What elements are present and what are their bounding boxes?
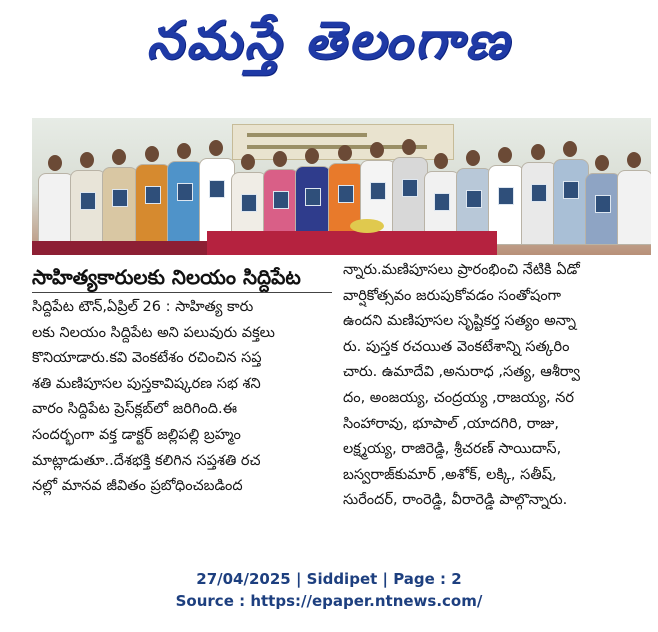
article-line: రు. పుస్తక రచయిత వెంకటేశాన్ని సత్కరిం [343, 338, 570, 355]
article-line: చారు. ఉమాదేవి ,అనురాధ ,సత్య, ఆశీర్వా [343, 364, 581, 381]
photo-person-head [241, 154, 255, 170]
photo-person-head [531, 144, 545, 160]
article-line: లక్ష్మయ్య, రాజిరెడ్డి, శ్రీచరణ్ సాయిదాస్, [343, 441, 562, 458]
photo-book [241, 194, 257, 212]
photo-book [177, 183, 193, 201]
dateline-text: 27/04/2025 | Siddipet | Page : 2 [196, 570, 462, 588]
newspaper-masthead: నమస్తే తెలంగాణ [146, 10, 512, 71]
photo-book [595, 195, 611, 213]
photo-book [498, 187, 514, 205]
article-line: సిద్దిపేట టౌన్,ఏప్రిల్ 26 : సాహిత్య కారు [32, 299, 254, 315]
photo-person-body [167, 161, 203, 245]
photo-person-head [402, 139, 416, 155]
photo-person [102, 149, 136, 245]
photo-flower-bouquet [350, 219, 384, 233]
photo-table-cloth [207, 231, 497, 255]
photo-book [112, 189, 128, 207]
photo-book [466, 190, 482, 208]
photo-person-head [434, 153, 448, 169]
photo-person-body [135, 164, 171, 245]
photo-book [145, 186, 161, 204]
source-credit [0, 568, 658, 612]
photo-person [70, 152, 104, 245]
photo-person-head [80, 152, 94, 168]
photo-book [305, 188, 321, 206]
photo-person-head [370, 142, 384, 158]
photo-book [531, 184, 547, 202]
article-line: ఉందని మణిపూసల సృష్టికర్త సత్యం అన్నా [343, 313, 577, 330]
photo-person-head [595, 155, 609, 171]
article-line: మాట్లాడుతూ..దేశభక్తి కలిగిన సప్తశతి రచ [32, 452, 261, 469]
photo-person-body [521, 162, 557, 245]
photo-person-body [553, 159, 589, 245]
article-line: వారం సిద్దిపేట ప్రెస్‌క్లబ్‌లో జరిగింది.ఈ [32, 401, 238, 418]
photo-book [563, 181, 579, 199]
photo-person-head [209, 140, 223, 156]
photo-person-head [145, 146, 159, 162]
source-link-text[interactable]: Source : https://epaper.ntnews.com/ [175, 592, 483, 610]
article-line: న్నారు.మణిపూసలు ప్రారంభించి నేటికి ఏడో [343, 262, 580, 278]
article-line: బస్వరాజ్‌కుమార్ ,అశోక్, లక్కి, సతీష్, [343, 466, 557, 483]
photo-person [38, 155, 72, 245]
photo-person [553, 141, 587, 245]
article-line: సురేందర్, రాంరెడ్డి, వీరారెడ్డి పాల్గొన్నారు. [343, 492, 568, 509]
photo-person-head [305, 148, 319, 164]
photo-person-head [338, 145, 352, 161]
photo-person-head [112, 149, 126, 165]
photo-book [370, 182, 386, 200]
article-column-left [32, 295, 332, 500]
article-line: సింహారావు, భూపాల్ ,యాదగిరి, రాజు, [343, 415, 559, 432]
photo-person-body [38, 173, 74, 245]
photo-book [434, 193, 450, 211]
photo-book [209, 180, 225, 198]
photo-person [167, 143, 201, 245]
article-line: శతి మణిపూసల పుస్తకావిష్కరణ సభ శని [32, 375, 261, 392]
photo-book [80, 192, 96, 210]
article-line: సందర్భంగా వక్త డాక్టర్ జల్లిపల్లి బ్రహ్మం [32, 426, 241, 443]
article-headline: సాహిత్యకారులకు నిలయం సిద్దిపేట [32, 262, 332, 293]
photo-person-head [627, 152, 641, 168]
article-line: నల్లో మానవ జీవితం ప్రబోధించబడింద [32, 478, 243, 495]
photo-person [135, 146, 169, 245]
article-line: కొనియాడారు.కవి వెంకటేశం రచించిన సప్త [32, 350, 262, 367]
article-line: లకు నిలయం సిద్దిపేట అని పలువురు వక్తలు [32, 324, 275, 341]
photo-person-head [563, 141, 577, 157]
photo-table-cloth-left [32, 241, 207, 255]
photo-book [402, 179, 418, 197]
photo-person [392, 139, 426, 245]
article-column-right [343, 258, 653, 514]
photo-book [273, 191, 289, 209]
photo-person-head [466, 150, 480, 166]
photo-person-head [498, 147, 512, 163]
photo-person-head [273, 151, 287, 167]
photo-person-head [48, 155, 62, 171]
article-line: వార్షికోత్సవం జరుపుకోవడం సంతోషంగా [343, 287, 562, 304]
photo-person-body [617, 170, 651, 245]
photo-person [199, 140, 233, 245]
photo-person [521, 144, 555, 245]
photo-person [585, 155, 619, 245]
article-line: దం, అంజయ్య, చంద్రయ్య ,రాజయ్య, నర [343, 389, 574, 406]
event-photo [32, 118, 651, 255]
photo-book [338, 185, 354, 203]
photo-person [617, 152, 651, 245]
photo-person-head [177, 143, 191, 159]
